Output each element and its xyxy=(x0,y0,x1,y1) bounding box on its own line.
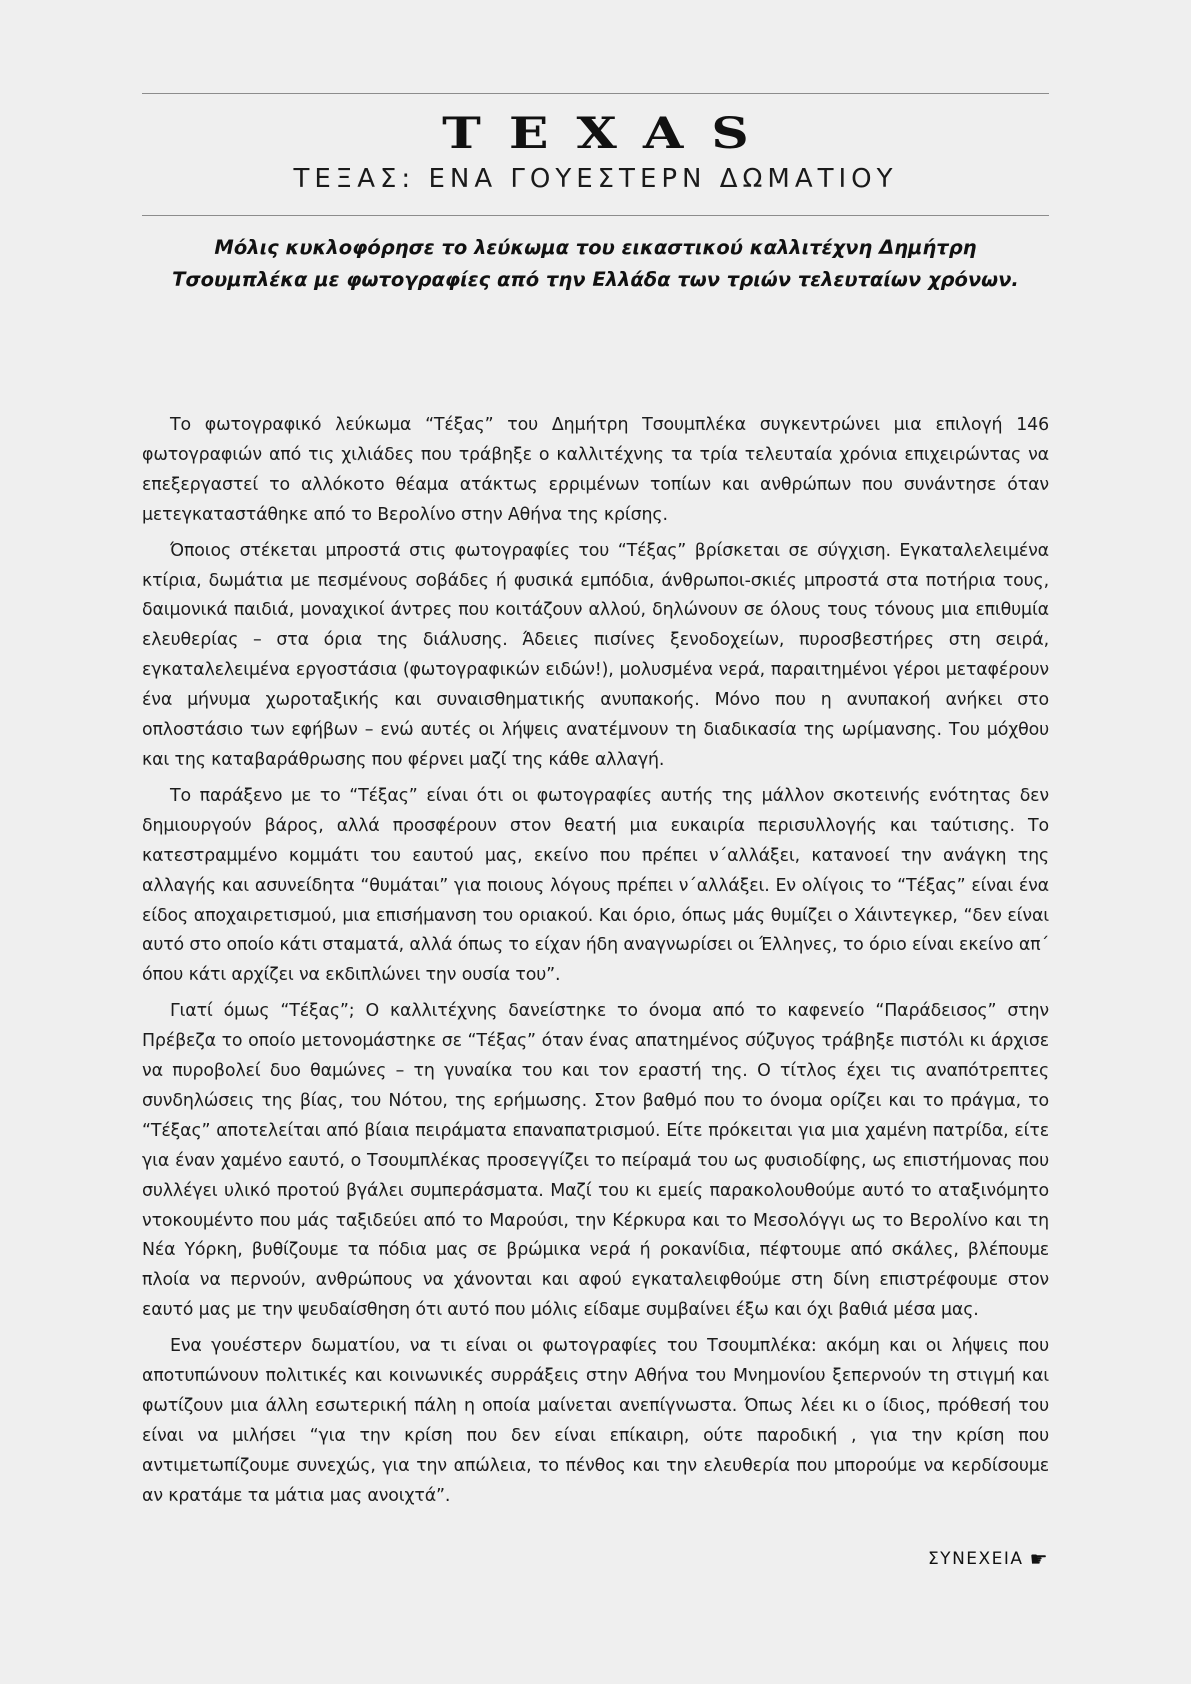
masthead-divider xyxy=(142,215,1049,216)
lede xyxy=(142,232,1049,296)
lede-line: Τσουμπλέκα με φωτογραφίες από την Ελλάδα των τριών τελευταίων χρόνων. xyxy=(172,268,1019,291)
masthead xyxy=(142,105,1049,195)
page-subtitle: ΤΕΞΑΣ: ΕΝΑ ΓΟΥΕΣΤΕΡΝ ΔΩΜΑΤΙΟΥ xyxy=(293,164,898,194)
continue-link[interactable] xyxy=(928,1549,1049,1569)
article-body xyxy=(142,411,1049,1518)
article-paragraph: Γιατί όμως “Τέξας”; Ο καλλιτέχνης δανείστηκε το όνομα από το καφενείο “Παράδεισος” στην Πρέβεζα το οποίο μετονομάστηκε σε “Τέξας” όταν ένας απατημένος σύζυγος τράβηξε πιστόλι κι άρχισε να πυροβολεί δυο θαμώνες – τη γυναίκα του και τον εραστή της. Ο τίτλος έχει τις αναπότρεπτες συνδηλώσεις της βίας, του Νότου, της ερήμωσης. Στον βαθμό που το όνομα ορίζει και το πράγμα, το “Τέξας” αποτελείται από βίαια πειράματα επαναπατρισμού. Είτε πρόκειται για μια χαμένη πατρίδα, είτε για έναν χαμένο εαυτό, ο Τσουμπλέκας προσεγγίζει το πείραμά του ως φυσιοδίφης, ως επιστήμονας που συλλέγει υλικό προτού βγάλει συμπεράσματα. Μαζί του κι εμείς παρακολουθούμε αυτό το αταξινόμητο ντοκουμέντο που μάς ταξιδεύει από το Μαρούσι, την Κέρκυρα και το Μεσολόγγι ως το Βερολίνο και τη Νέα Υόρκη, βυθίζουμε τα πόδια μας σε βρώμικα νερά ή ροκανίδια, πέφτουμε από σκάλες, βλέπουμε πλοία να περνούν, ανθρώπους να χάνονται και αφού εγκαταλειφθούμε στη δίνη επιστρέφουμε στον εαυτό μας με την ψευδαίσθηση ότι αυτό που μόλις είδαμε συμβαίνει έξω και όχι βαθιά μέσα μας. xyxy=(142,1001,1049,1321)
pointing-hand-icon: ☛ xyxy=(1029,1547,1049,1571)
lede-line: Μόλις κυκλοφόρησε το λεύκωμα του εικαστικού καλλιτέχνη Δημήτρη xyxy=(214,236,977,259)
article-paragraph: Όποιος στέκεται μπροστά στις φωτογραφίες του “Τέξας” βρίσκεται σε σύγχιση. Εγκαταλελειμένα κτίρια, δωμάτια με πεσμένους σοβάδες ή φυσικά εμπόδια, άνθρωποι-σκιές μπροστά στα ποτήρια τους, δαιμονικά παιδιά, μοναχικοί άντρες που κοιτάζουν αλλού, δηλώνουν σε όλους τους τόνους μια επιθυμία ελευθερίας – στα όρια της διάλυσης. Άδειες πισίνες ξενοδοχείων, πυροσβεστήρες στη σειρά, εγκαταλελειμένα εργοστάσια (φωτογραφικών ειδών!), μολυσμένα νερά, παραιτημένοι γέροι μεταφέρουν ένα μήνυμα χωροταξικής και συναισθηματικής ανυπακοής. Μόνο που η ανυπακοή ανήκει στο οπλοστάσιο των εφήβων – ενώ αυτές οι λήψεις ανατέμνουν τη διαδικασία της ωρίμανσης. Του μόχθου και της καταβαράθρωσης που φέρνει μαζί της κάθε αλλαγή. xyxy=(142,540,1049,770)
top-divider xyxy=(142,93,1049,94)
continue-label: ΣΥΝΕΧΕΙΑ xyxy=(927,1549,1024,1569)
article-paragraph: Το φωτογραφικό λεύκωμα “Τέξας” του Δημήτρη Τσουμπλέκα συγκεντρώνει μια επιλογή 146 φωτογραφιών από τις χιλιάδες που τράβηξε ο καλλιτέχνης τα τρία τελευταία χρόνια επιχειρώντας να επεξεργαστεί το αλλόκοτο θέαμα ατάκτως ερριμένων τοπίων και ανθρώπων που συνάντησε όταν μετεγκαταστάθηκε από το Βερολίνο στην Αθήνα της κρίσης. xyxy=(142,415,1049,525)
article-paragraph: Το παράξενο με το “Τέξας” είναι ότι οι φωτογραφίες αυτής της μάλλον σκοτεινής ενότητας δεν δημιουργούν βάρος, αλλά προσφέρουν στον θεατή μια ευκαιρία περισυλλογής και ταύτισης. Το κατεστραμμένο κομμάτι του εαυτού μας, εκείνο που πρέπει ν΄αλλάξει, κατανοεί την ανάγκη της αλλαγής και ασυνείδητα “θυμάται” για ποιους λόγους πρέπει ν΄αλλάξει. Εν ολίγοις το “Τέξας” είναι ένα είδος αποχαιρετισμού, μια επισήμανση του οριακού. Και όριο, όπως μάς θυμίζει ο Χάιντεγκερ, “δεν είναι αυτό στο οποίο κάτι σταματά, αλλά όπως το είχαν ήδη αναγνωρίσει οι Έλληνες, το όριο είναι εκείνο απ΄ όπου κάτι αρχίζει να εκδιπλώνει την ουσία του”. xyxy=(142,785,1049,986)
article-paragraph: Ενα γουέστερν δωματίου, να τι είναι οι φωτογραφίες του Τσουμπλέκα: ακόμη και οι λήψεις που αποτυπώνουν πολιτικές και κοινωνικές συρράξεις στην Αθήνα του Μνημονίου ξεπερνούν τη στιγμή και φωτίζουν μια άλλη εσωτερική πάλη η οποία μαίνεται ανεπίγνωστα. Όπως λέει κι ο ίδιος, πρόθεσή του είναι να μιλήσει “για την κρίση που δεν είναι επίκαιρη, ούτε παροδική , για την κρίση που αντιμετωπίζουμε συνεχώς, για την απώλεια, το πένθος και την ελευθερία που μπορούμε να κερδίσουμε αν κρατάμε τα μάτια μας ανοιχτά”. xyxy=(142,1336,1049,1506)
page-title: TEXAS xyxy=(442,108,777,159)
